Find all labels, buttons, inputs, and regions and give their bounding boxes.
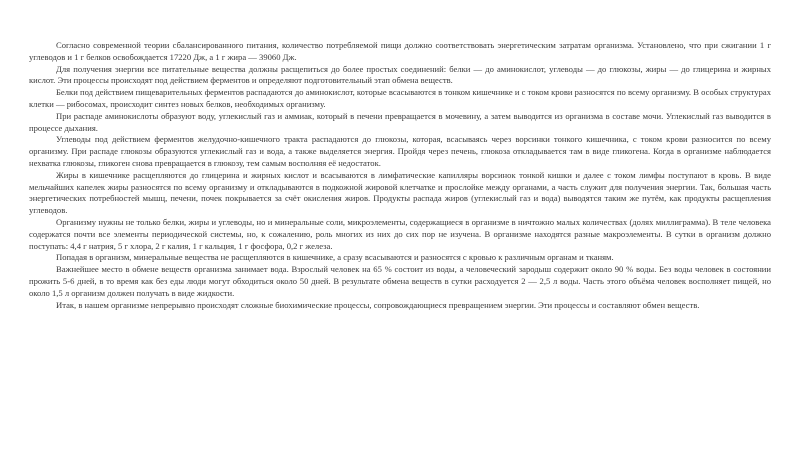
paragraph-mineral-absorption: Попадая в организм, минеральные вещества не расщепляются в кишечнике, а сразу всасываются и разносятся с кровью к различным органам и тканям. — [56, 252, 614, 263]
paragraph-conclusion: Итак, в нашем организме непрерывно происходят сложные биохимические процессы, сопровождающиеся превращением энергии. Эти процессы и составляют обмен веществ. — [56, 299, 700, 310]
paragraph-energy-balance: Согласно современной теории сбалансированного питания, количество потребляемой пищи должно соответствовать энергетическим затратам организма. Установлено, что при сжигании 1 г углеводов и 1 г белков освобождается 17220 Дж, а 1 г жира — 39060 Дж. — [29, 40, 771, 62]
paragraph-carbohydrates: Углеводы под действием ферментов желудочно-кишечного тракта распадаются до глюкозы, которая, всасываясь через ворсинки тонкого кишечника, с током крови разносится по всему организму. При распаде глюкозы образуются углекислый газ и вода, а также выделяется энергия. Пройдя через печень, глюкоза откладывается там в виде гликогена. Когда в организме наблюдается нехватка глюкозы, гликоген снова превращается в глюкозу, тем самым восполняя её недостаток. — [29, 134, 771, 168]
paragraph-proteins: Белки под действием пищеварительных ферментов распадаются до аминокислот, которые всасываются в тонком кишечнике и с током крови разносятся по всему организму. В особых структурах клетки — рибосомах, происходит синтез новых белков, необходимых организму. — [29, 87, 771, 109]
paragraph-water: Важнейшее место в обмене веществ организма занимает вода. Взрослый человек на 65 % состоит из воды, а человеческий зародыш содержит около 90 % воды. Без воды человек в состоянии прожить 5-6 дней, в то время как без еды люди могут обходиться около 50 дней. В результате обмена веществ в сутки расходуется 2 — 2,5 л воды. Часть этого объёма человек восполняет пищей, но около 1,5 л организм должен получать в виде жидкости. — [29, 264, 771, 298]
document-body — [29, 40, 771, 311]
paragraph-amino-acids: При распаде аминокислоты образуют воду, углекислый газ и аммиак, который в печени превращается в мочевину, а затем выводится из организма в составе мочи. Углекислый газ выводится в процессе дыхания. — [29, 110, 771, 133]
paragraph-breakdown: Для получения энергии все питательные вещества должны расщепиться до более простых соединений: белки — до аминокислот, углеводы — до глюкозы, жиры — до глицерина и жирных кислот. Эти процессы происходят под действием ферментов и определяют подготовительный этап обмена веществ. — [29, 63, 771, 86]
paragraph-fats: Жиры в кишечнике расщепляются до глицерина и жирных кислот и всасываются в лимфатические капилляры ворсинок тонкой кишки и далее с током лимфы поступают в кровь. В виде мельчайших капелек жиры разносятся по всему организму и откладываются в подкожной жировой клетчатке и прослойке между органами, а часть служит для получения энергии. Так, большая часть энергетических потребностей мышц, печени, почек покрывается за счёт окисления жиров. Продукты распада жиров (углекислый газ и вода) выводятся таким же путём, как продукты расщепления углеводов. — [29, 169, 771, 216]
paragraph-minerals: Организму нужны не только белки, жиры и углеводы, но и минеральные соли, микроэлементы, содержащиеся в организме в ничтожно малых количествах (долях миллиграмма). В теле человека содержатся почти все элементы периодической системы, но, к сожалению, роль многих из них до сих пор не изучена. В организме находятся разные макроэлементы. В сутки в организм должно поступать: 4,4 г натрия, 5 г хлора, 2 г калия, 1 г кальция, 1 г фосфора, 0,2 г железа. — [29, 216, 771, 251]
